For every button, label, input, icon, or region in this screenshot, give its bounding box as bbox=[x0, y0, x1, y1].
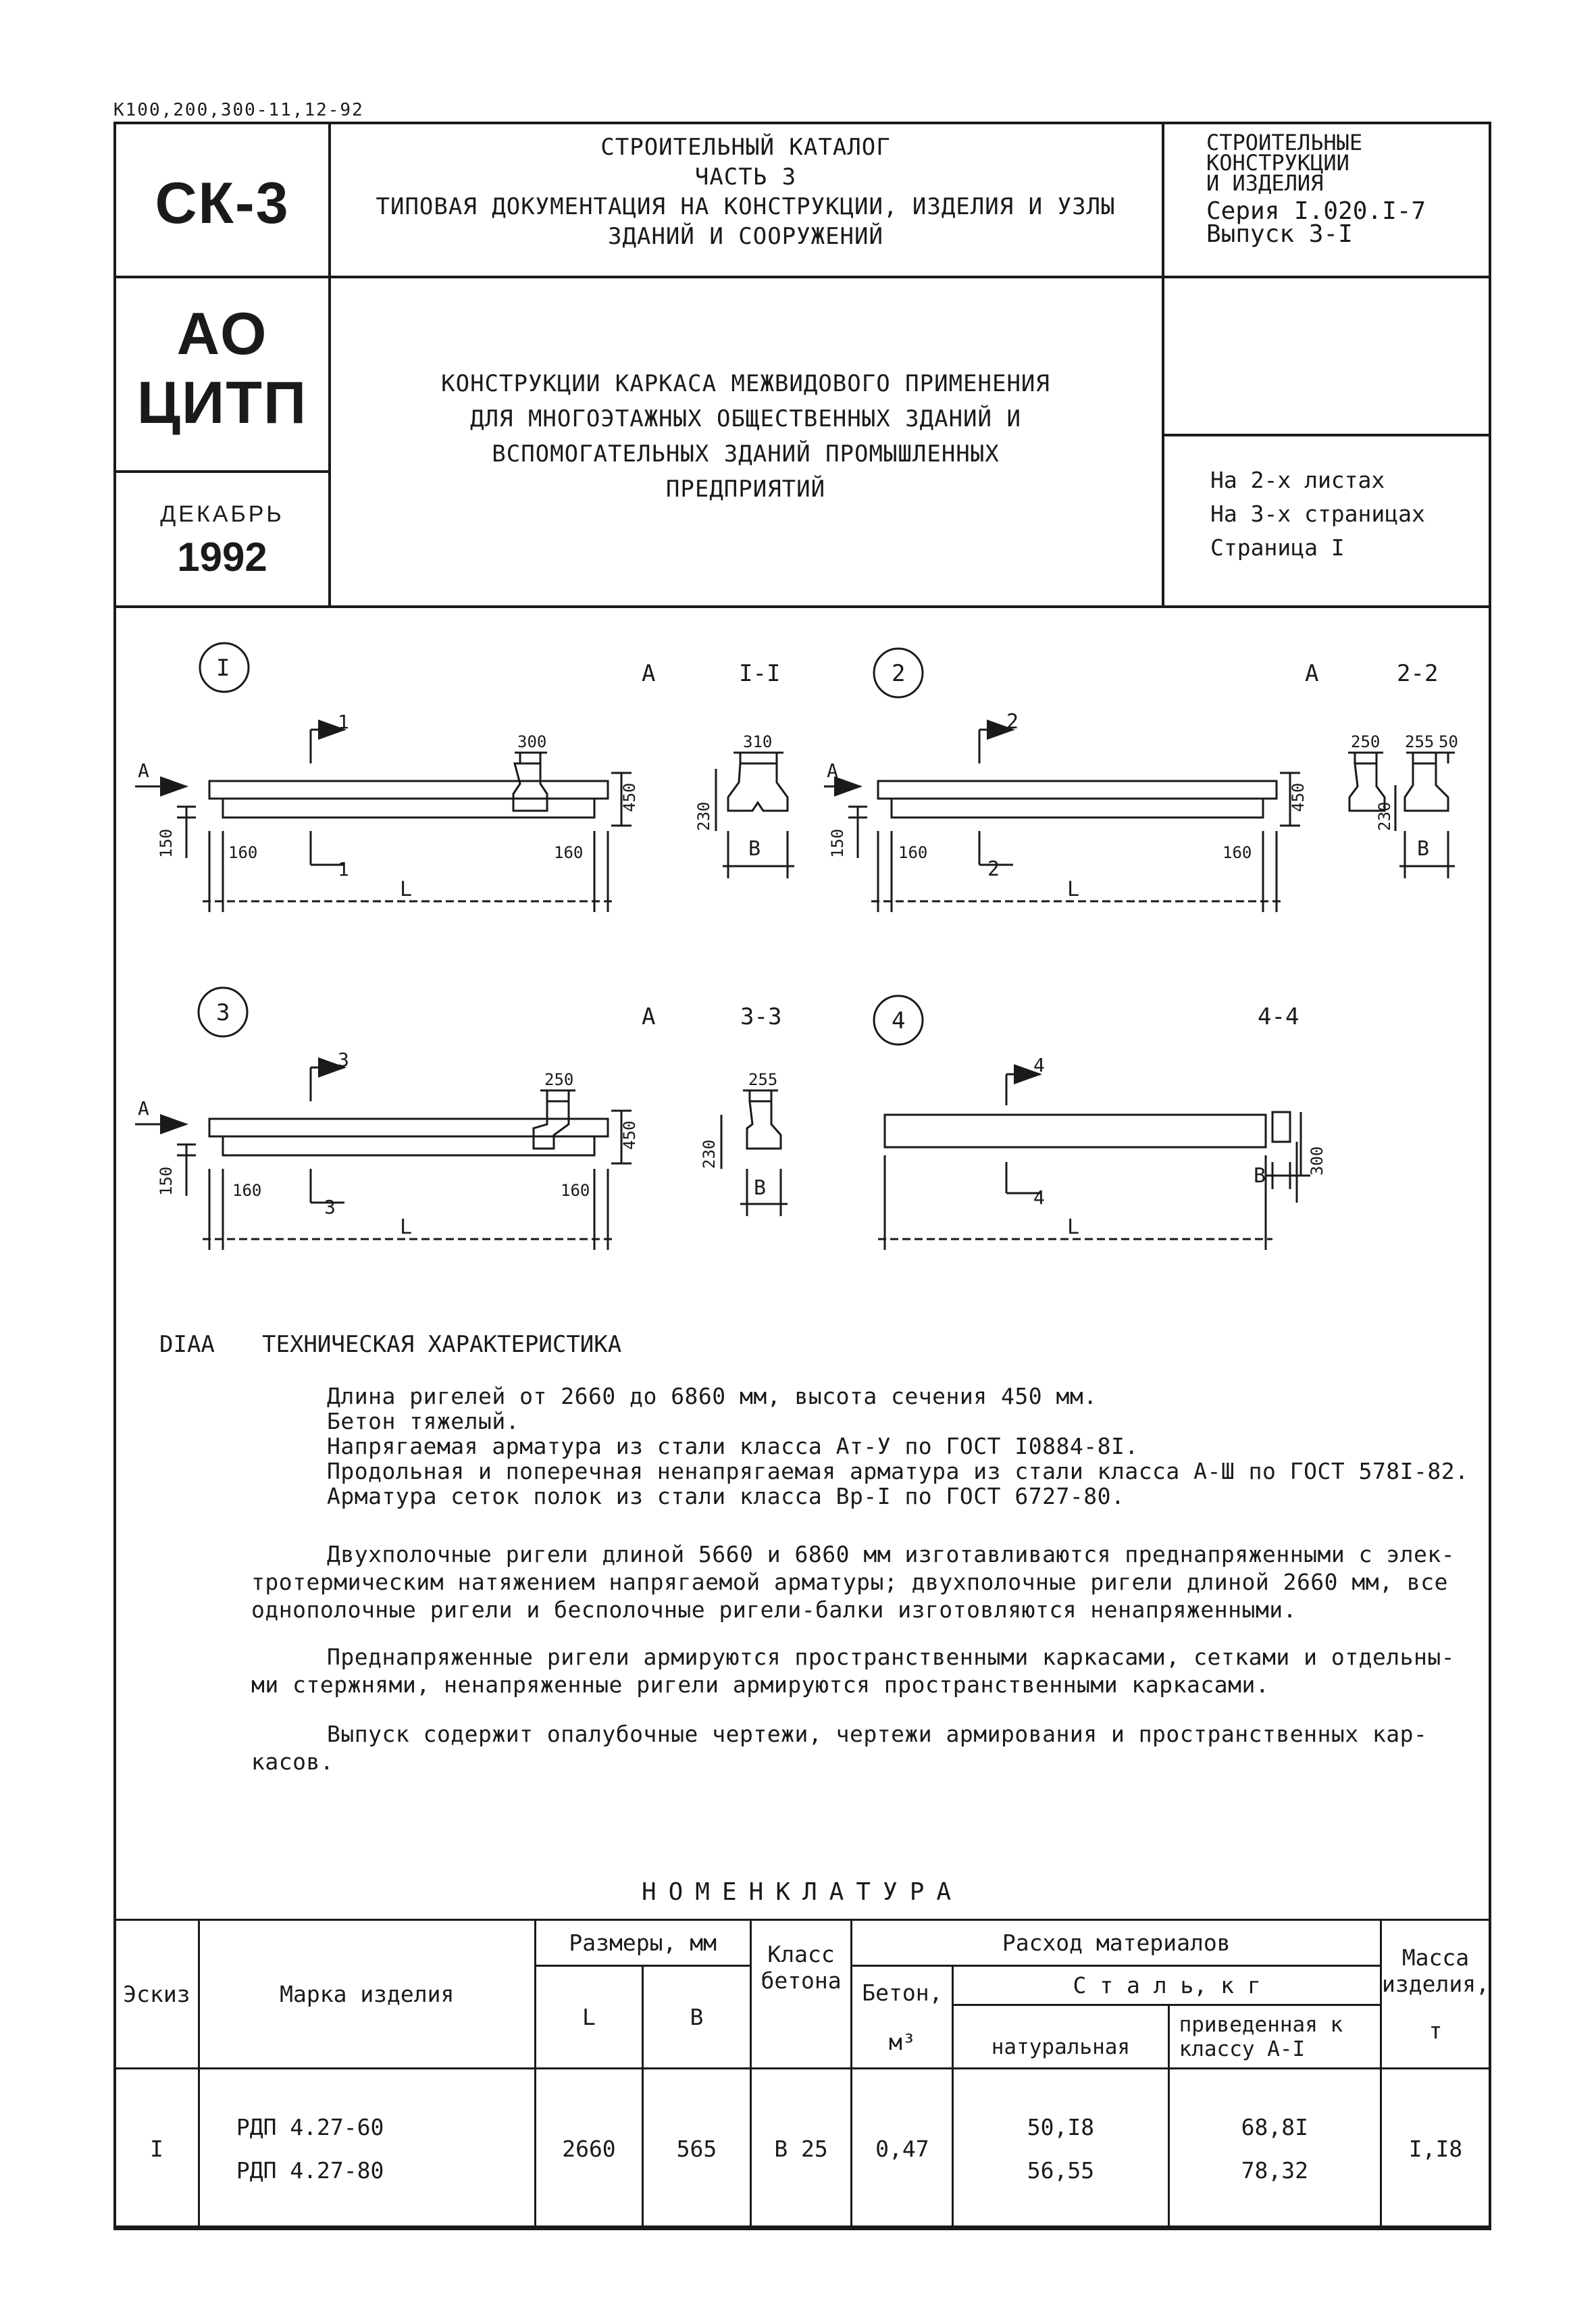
p1-line-2: тротермическим натяжением напрягаемой арматуры; двухполочные ригели длиной 2660 мм, все bbox=[251, 1569, 1448, 1595]
sketch-2-dim-160b: 160 bbox=[1222, 843, 1252, 862]
sketch-4-number: 4 bbox=[892, 1007, 906, 1034]
sketch-2-section: 2-2 bbox=[1397, 660, 1439, 687]
sketch-1-dim-160b: 160 bbox=[554, 843, 584, 862]
sketch-1-view: А bbox=[642, 660, 656, 687]
sketch-3-dim-top-s: 255 bbox=[748, 1070, 778, 1089]
tech-code: DIAA bbox=[159, 1331, 215, 1358]
header-reduced-line2: классу А-I bbox=[1179, 2036, 1306, 2061]
cell-mass: I,I8 bbox=[1381, 2069, 1490, 2230]
header-sizes: Размеры, мм bbox=[535, 1920, 750, 1966]
p1-line-1: Двухполочные ригели длиной 5660 и 6860 мм изготавливаются преднапряженными с элек- bbox=[327, 1541, 1456, 1567]
sketch-4-dim-300: 300 bbox=[1308, 1146, 1327, 1176]
sketch-1-b: В bbox=[748, 837, 761, 861]
nomenclature-table bbox=[113, 1919, 1491, 2230]
sketch-3-dim-top-a: 250 bbox=[544, 1070, 574, 1089]
p2-line-1: Преднапряженные ригели армируются пространственными каркасами, сетками и отдельны- bbox=[327, 1644, 1456, 1670]
catalog-line1: СТРОИТЕЛЬНЫЙ КАТАЛОГ bbox=[600, 134, 891, 161]
cell-mark bbox=[199, 2069, 535, 2230]
sketch-2-dim-top-a: 250 bbox=[1351, 732, 1381, 751]
header-sketch: Эскиз bbox=[115, 1920, 199, 2069]
cell-class: В 25 bbox=[750, 2069, 852, 2230]
nomenclature-title: НОМЕНКЛАТУРА bbox=[641, 1878, 964, 1906]
sketch-2-cut-bottom: 2 bbox=[987, 857, 1000, 881]
sketch-2-b: В bbox=[1417, 837, 1430, 861]
sketch-1-dim-top-s: 310 bbox=[743, 732, 773, 751]
sketch-3-dim-150: 150 bbox=[157, 1166, 176, 1196]
sketch-3-cut-bottom: 3 bbox=[324, 1196, 336, 1218]
cell-concrete: 0,47 bbox=[852, 2069, 953, 2230]
sketch-2-cut-top: 2 bbox=[1006, 710, 1019, 734]
sketch-1-cut-bottom: 1 bbox=[338, 858, 349, 880]
sketch-4-b: В bbox=[1254, 1164, 1266, 1188]
sketch-1-number: I bbox=[216, 655, 230, 682]
section-block bbox=[1206, 132, 1483, 246]
sketch-2-dim-top-s1: 255 bbox=[1405, 732, 1435, 751]
sketch-1-arrow-label: А bbox=[138, 759, 149, 782]
sketch-4-cut-bottom: 4 bbox=[1033, 1186, 1045, 1209]
org-line2: ЦИТП bbox=[136, 369, 308, 436]
sketch-2-dim-230: 230 bbox=[1375, 801, 1394, 831]
catalog-line3: ТИПОВАЯ ДОКУМЕНТАЦИЯ НА КОНСТРУКЦИИ, ИЗДЕЛИЯ И УЗЛЫ bbox=[376, 193, 1116, 220]
sketch-3-dim-160b: 160 bbox=[561, 1181, 590, 1200]
section-line2: КОНСТРУКЦИИ bbox=[1206, 150, 1349, 176]
sketch-2-l: L bbox=[1067, 878, 1080, 901]
tech-line-3: Напрягаемая арматура из стали класса Ат-У по ГОСТ I0884-8I. bbox=[327, 1433, 1139, 1459]
header-concrete bbox=[852, 1966, 953, 2069]
catalog-line4: ЗДАНИЙ И СООРУЖЕНИЙ bbox=[608, 223, 883, 250]
cell-mark-2: РДП 4.27-80 bbox=[236, 2157, 384, 2184]
header-mark: Марка изделия bbox=[199, 1920, 535, 2069]
section-line1: СТРОИТЕЛЬНЫЕ bbox=[1206, 130, 1363, 155]
header-reduced-line1: приведенная к bbox=[1179, 2012, 1343, 2037]
sketch-4-l: L bbox=[1067, 1215, 1080, 1239]
sketch-1-dim-160a: 160 bbox=[228, 843, 258, 862]
sketch-1-cut-top: 1 bbox=[338, 711, 349, 733]
issue-number: Выпуск 3-I bbox=[1206, 220, 1353, 248]
sketch-2-dim-top-s2: 50 bbox=[1439, 732, 1458, 751]
tech-spec-lines bbox=[327, 1384, 1489, 1509]
sketch-2-dim-160a: 160 bbox=[898, 843, 928, 862]
sketch-3-b: В bbox=[754, 1176, 767, 1200]
sketch-2-dim-h: 450 bbox=[1289, 782, 1308, 812]
cell-reduced bbox=[1168, 2069, 1381, 2230]
sketch-2-view: А bbox=[1305, 660, 1319, 687]
header-mass-line2: изделия, bbox=[1382, 1971, 1489, 1997]
sketch-4 bbox=[874, 996, 1310, 1250]
subject-line1: КОНСТРУКЦИИ КАРКАСА МЕЖВИДОВОГО ПРИМЕНЕНИЯ bbox=[441, 370, 1050, 397]
sketch-2 bbox=[824, 649, 1455, 912]
header-natural: натуральная bbox=[953, 2005, 1168, 2069]
cell-natural bbox=[953, 2069, 1168, 2230]
header-class-line1: Класс bbox=[767, 1940, 835, 1967]
sketch-3-view: А bbox=[642, 1003, 656, 1030]
subject-title bbox=[330, 366, 1162, 507]
header-b: В bbox=[643, 1966, 750, 2069]
tech-paragraph-3 bbox=[251, 1720, 1494, 1776]
p3-line-2: касов. bbox=[251, 1749, 334, 1775]
tech-paragraph-1 bbox=[251, 1540, 1494, 1624]
cell-reduced-2: 78,32 bbox=[1241, 2157, 1308, 2184]
tech-line-4: Продольная и поперечная ненапрягаемая арматура из стали класса А-Ш по ГОСТ 578I-82. bbox=[327, 1458, 1469, 1484]
document-code: К100,200,300-11,12-92 bbox=[113, 100, 364, 120]
header-concrete-line1: Бетон, bbox=[862, 1979, 943, 2006]
month: ДЕКАБРЬ bbox=[160, 501, 284, 527]
p2-line-2: ми стержнями, ненапряженные ригели армируются пространственными каркасами. bbox=[251, 1671, 1270, 1698]
catalog-code: СК-3 bbox=[155, 171, 290, 236]
sheets-info bbox=[1210, 463, 1481, 565]
catalog-title bbox=[330, 132, 1162, 251]
sketch-1-dim-150: 150 bbox=[157, 828, 176, 858]
table-row bbox=[115, 2069, 1491, 2230]
sketch-3-dim-h: 450 bbox=[620, 1120, 639, 1150]
org-line1: АО bbox=[176, 300, 268, 367]
cell-natural-1: 50,I8 bbox=[1027, 2113, 1095, 2140]
sheets-line2: На 3-х страницах bbox=[1210, 501, 1425, 527]
sketch-2-dim-150: 150 bbox=[828, 828, 847, 858]
tech-line-1: Длина ригелей от 2660 до 6860 мм, высота сечения 450 мм. bbox=[327, 1383, 1098, 1409]
p1-line-3: однополочные ригели и бесполочные ригели-балки изготовляются ненапряженными. bbox=[251, 1596, 1297, 1623]
subject-line2: ДЛЯ МНОГОЭТАЖНЫХ ОБЩЕСТВЕННЫХ ЗДАНИЙ И bbox=[470, 405, 1021, 432]
sketch-3-number: 3 bbox=[216, 999, 230, 1026]
sketches-drawing bbox=[122, 628, 1479, 1304]
subject-line3: ВСПОМОГАТЕЛЬНЫХ ЗДАНИЙ ПРОМЫШЛЕННЫХ bbox=[492, 441, 1000, 468]
section-line3: И ИЗДЕЛИЯ bbox=[1206, 170, 1324, 196]
p3-line-1: Выпуск содержит опалубочные чертежи, чертежи армирования и пространственных кар- bbox=[327, 1721, 1428, 1747]
sketch-3-dim-230: 230 bbox=[700, 1139, 719, 1169]
header-concrete-line2: м³ bbox=[889, 2028, 916, 2055]
sketch-3-section: 3-3 bbox=[740, 1003, 782, 1030]
header-consumption: Расход материалов bbox=[852, 1920, 1381, 1966]
cell-sketch: I bbox=[115, 2069, 199, 2230]
cell-l: 2660 bbox=[535, 2069, 643, 2230]
header-class-line2: бетона bbox=[761, 1967, 842, 1994]
header-l: L bbox=[535, 1966, 643, 2069]
tech-line-2: Бетон тяжелый. bbox=[327, 1408, 520, 1434]
sketch-2-arrow-label: А bbox=[827, 759, 838, 782]
header-class bbox=[750, 1920, 852, 2069]
sketch-1-l: L bbox=[400, 878, 413, 901]
sketch-1-dim-230: 230 bbox=[694, 801, 713, 831]
header-mass-line1: Масса bbox=[1401, 1944, 1470, 1971]
catalog-line2: ЧАСТЬ 3 bbox=[694, 164, 797, 191]
header-reduced bbox=[1168, 2005, 1381, 2069]
series-number: Серия I.020.I-7 bbox=[1206, 197, 1426, 225]
sketch-3 bbox=[135, 988, 788, 1250]
subject-line4: ПРЕДПРИЯТИЙ bbox=[665, 476, 826, 503]
tech-line-5: Арматура сеток полок из стали класса Вр-I по ГОСТ 6727-80. bbox=[327, 1483, 1125, 1509]
cell-reduced-1: 68,8I bbox=[1241, 2113, 1308, 2140]
cell-b: 565 bbox=[643, 2069, 750, 2230]
sketch-1-section: I-I bbox=[739, 660, 781, 687]
cell-mark-1: РДП 4.27-60 bbox=[236, 2113, 384, 2140]
header-mass-line3: т bbox=[1428, 2017, 1443, 2044]
sketch-1-dim-h: 450 bbox=[620, 782, 639, 812]
sheets-line1: На 2-х листах bbox=[1210, 467, 1385, 493]
sketch-1-dim-top-a: 300 bbox=[517, 732, 547, 751]
tech-paragraph-2 bbox=[251, 1643, 1494, 1699]
sketch-4-section: 4-4 bbox=[1258, 1003, 1299, 1030]
sketch-2-number: 2 bbox=[892, 660, 906, 687]
sketch-1 bbox=[135, 643, 794, 912]
sketch-3-arrow-label: А bbox=[138, 1097, 149, 1120]
header-mass bbox=[1381, 1920, 1490, 2069]
sketch-3-cut-top: 3 bbox=[338, 1049, 349, 1071]
tech-heading: ТЕХНИЧЕСКАЯ ХАРАКТЕРИСТИКА bbox=[262, 1331, 622, 1358]
year: 1992 bbox=[177, 534, 267, 580]
cell-natural-2: 56,55 bbox=[1027, 2157, 1095, 2184]
sketch-4-cut-top: 4 bbox=[1033, 1054, 1045, 1076]
sheets-line3: Страница I bbox=[1210, 534, 1345, 561]
header-steel: С т а л ь, к г bbox=[953, 1966, 1381, 2005]
sketch-3-dim-160a: 160 bbox=[232, 1181, 262, 1200]
sketch-3-l: L bbox=[400, 1215, 413, 1239]
